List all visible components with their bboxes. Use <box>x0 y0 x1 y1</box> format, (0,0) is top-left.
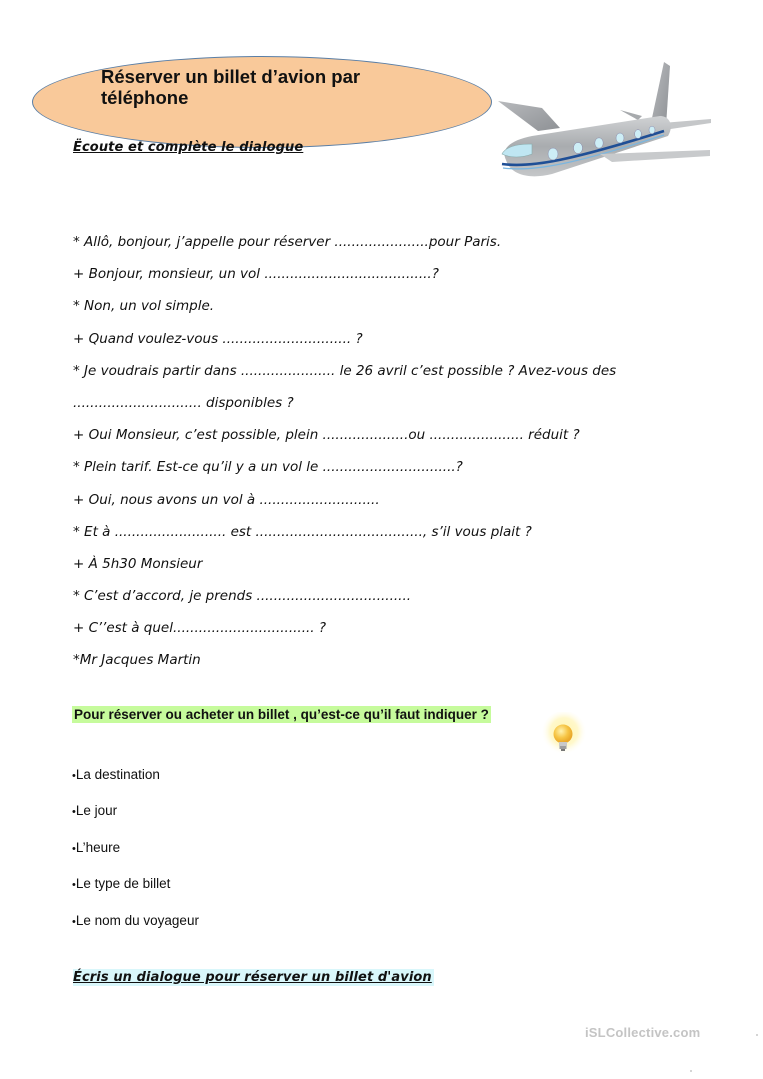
list-item-label: Le jour <box>75 803 118 819</box>
list-item <box>72 766 199 802</box>
list-item <box>72 912 199 948</box>
airplane-icon <box>492 56 714 188</box>
dialogue-line: * C’est d’accord, je prends .................................... <box>73 588 412 605</box>
write-heading: Écris un dialogue pour réserver un billet d'avion <box>73 970 432 985</box>
lightbulb-icon <box>540 712 588 762</box>
speck <box>756 1034 758 1036</box>
dialogue-line: *Mr Jacques Martin <box>73 652 201 669</box>
checklist <box>72 766 199 948</box>
dialogue-exercise <box>73 232 693 683</box>
list-item-label: Le type de billet <box>75 876 171 892</box>
list-item <box>72 802 199 838</box>
bullet-icon: • <box>72 806 76 819</box>
speck <box>690 1070 692 1072</box>
listen-heading: Ëcoute et complète le dialogue <box>73 140 304 155</box>
list-item <box>72 839 199 875</box>
dialogue-line: * Non, un vol simple. <box>73 298 215 315</box>
list-item-label: Le nom du voyageur <box>75 912 199 928</box>
dialogue-line: + Quand voulez-vous .............................. ? <box>73 330 363 347</box>
page-title: Réserver un billet d’avion par téléphone <box>101 66 361 108</box>
dialogue-line: + Bonjour, monsieur, un vol .......................................? <box>73 266 439 283</box>
dialogue-line: * Et à .......................... est ......................................., s’il vous plait ? <box>73 523 532 540</box>
dialogue-line: * Je voudrais partir dans ...................... le 26 avril c’est possible ? Avez-vous des <box>73 362 617 379</box>
dialogue-line: + Oui, nous avons un vol à ............................ <box>73 491 380 508</box>
dialogue-line: + À 5h30 Monsieur <box>73 555 203 572</box>
bullet-icon: • <box>72 915 76 928</box>
dialogue-line: * Plein tarif. Est-ce qu’il y a un vol le ...............................? <box>73 459 463 476</box>
list-item <box>72 875 199 911</box>
list-item-label: L’heure <box>75 839 121 855</box>
question-prompt: Pour réserver ou acheter un billet , qu’est-ce qu’il faut indiquer ? <box>74 707 489 722</box>
list-item-label: La destination <box>75 767 160 782</box>
watermark: iSLCollective.com <box>585 1025 701 1040</box>
dialogue-line: + Oui Monsieur, c’est possible, plein ....................ou ...................... réduit ? <box>73 427 580 444</box>
dialogue-line: .............................. disponibles ? <box>73 394 294 411</box>
dialogue-line: + C’’est à quel................................. ? <box>73 620 327 637</box>
dialogue-line: * Allô, bonjour, j’appelle pour réserver ......................pour Paris. <box>73 234 502 250</box>
bullet-icon: • <box>72 879 76 892</box>
bullet-icon: • <box>72 842 76 855</box>
bullet-icon: • <box>72 770 76 782</box>
